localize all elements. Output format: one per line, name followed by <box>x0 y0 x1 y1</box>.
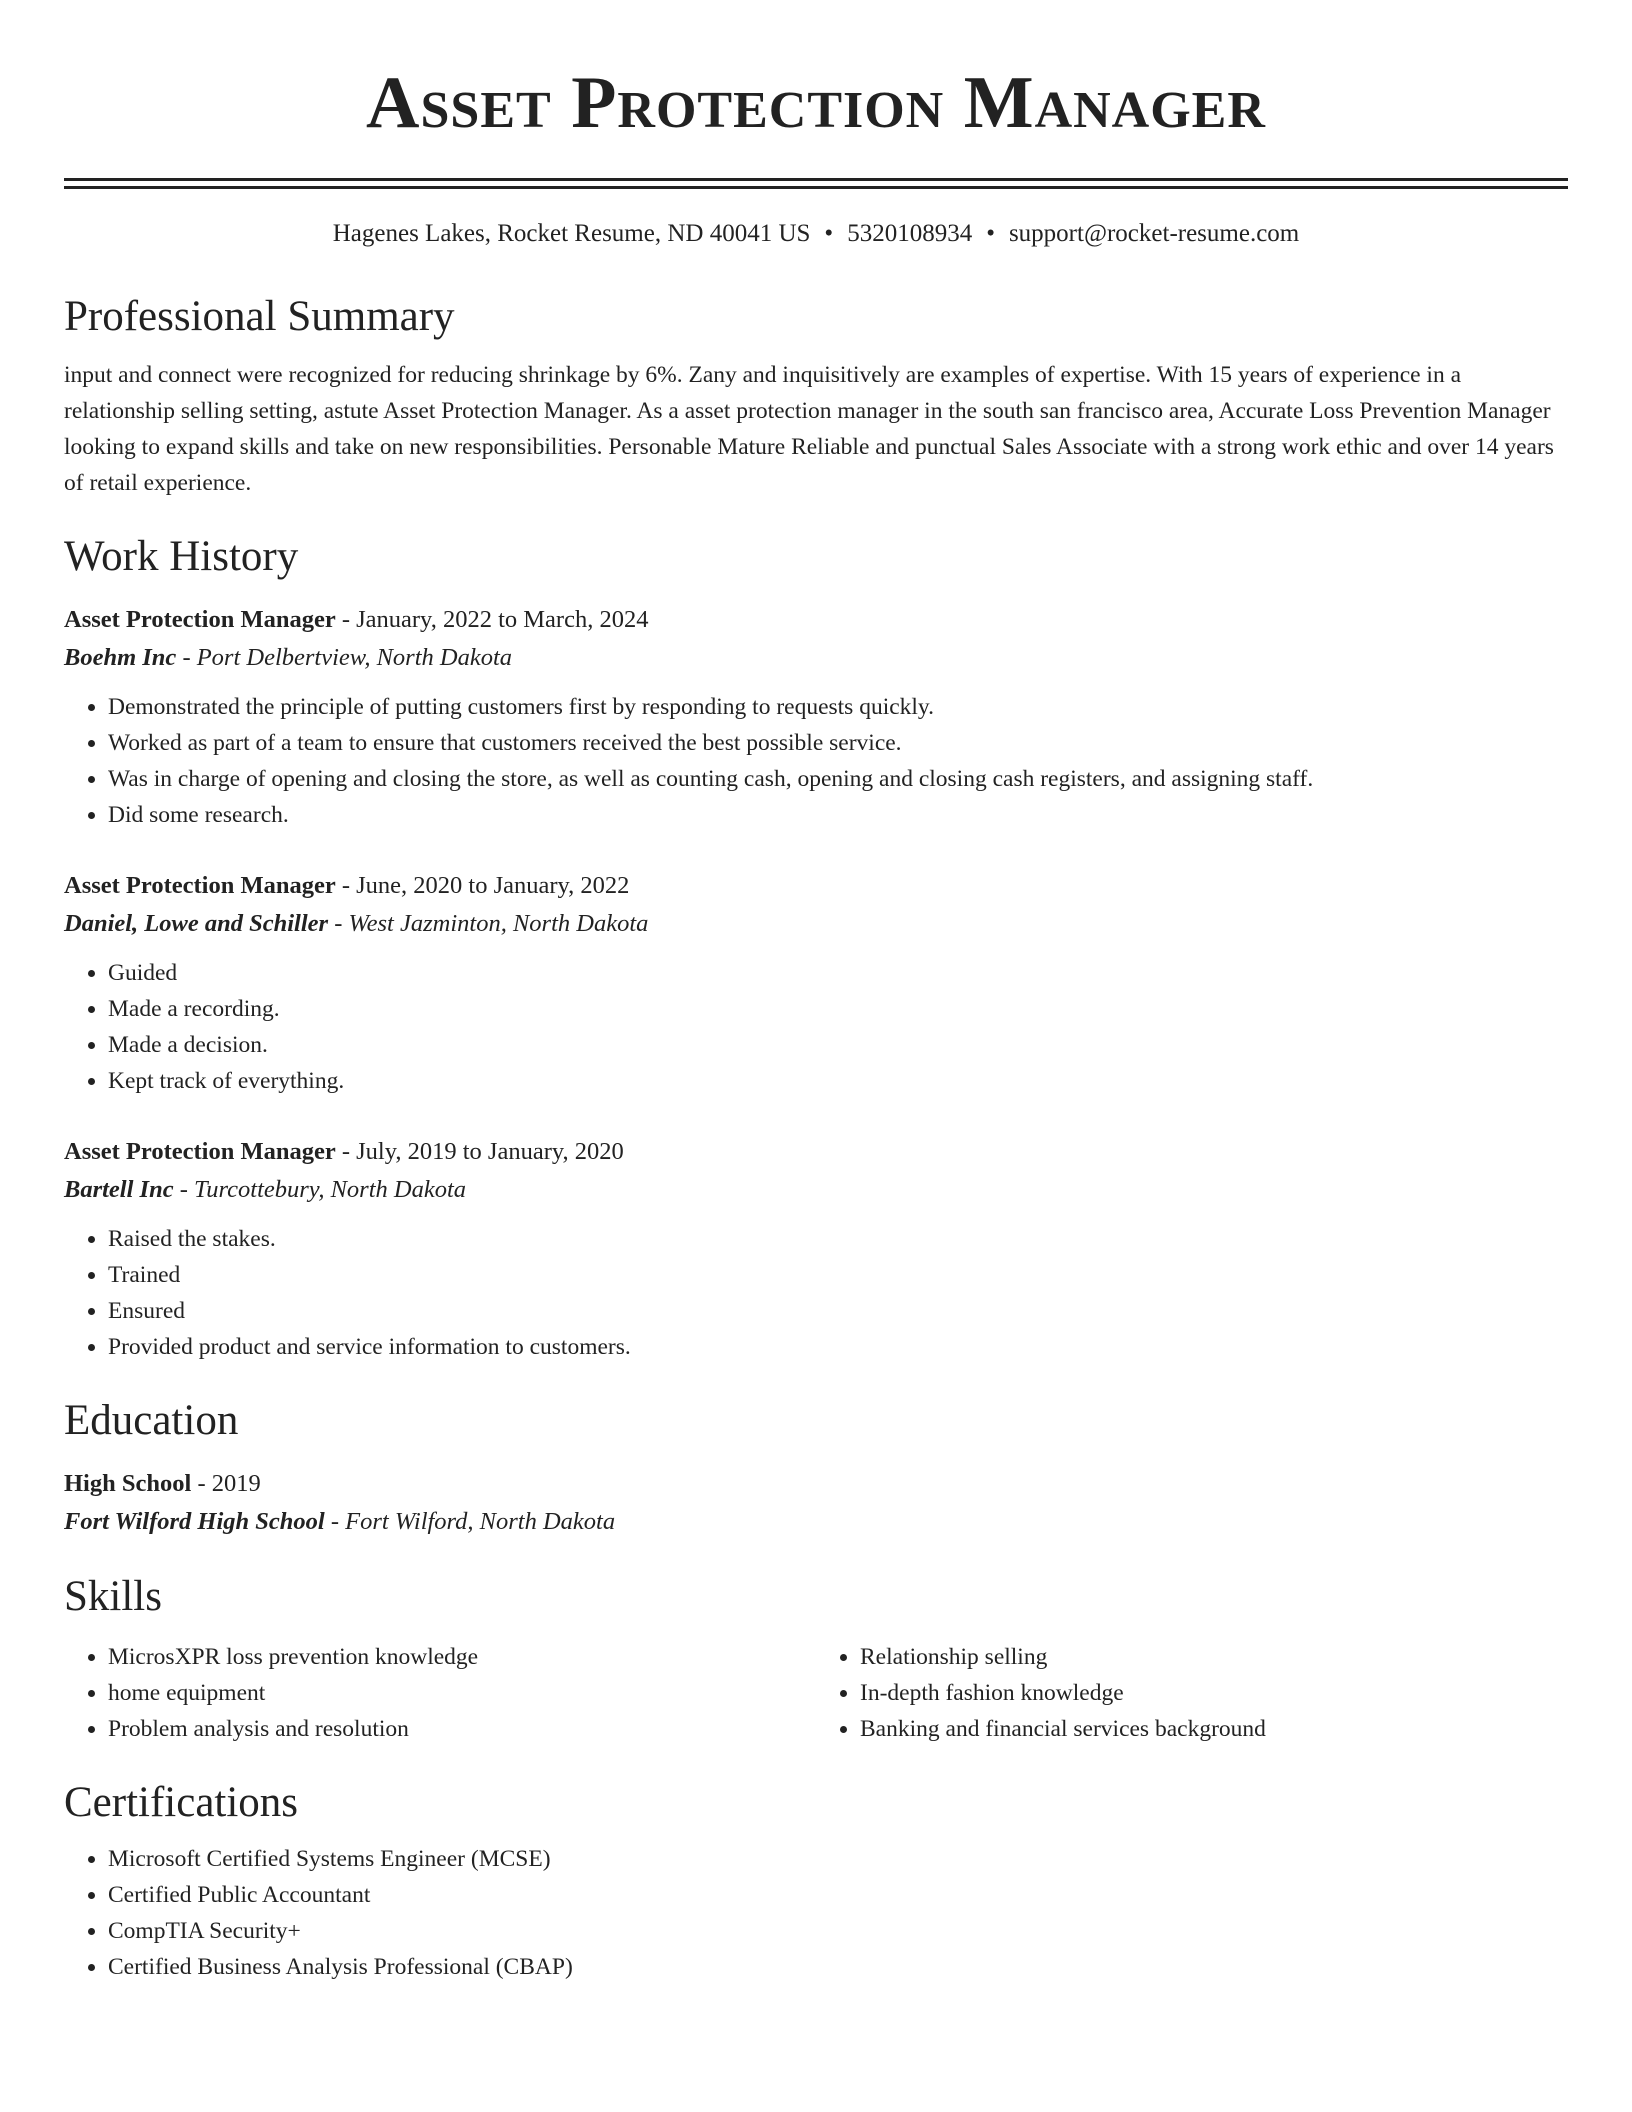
certification-item: • Microsoft Certified Systems Engineer (MCSE) <box>108 1841 1568 1877</box>
contact-line <box>64 219 1568 249</box>
job-title-line <box>64 601 1568 639</box>
employer-line <box>64 1171 1568 1209</box>
job-dates: - July, 2019 to January, 2020 <box>335 1138 624 1165</box>
employer-line <box>64 905 1568 943</box>
summary-heading: Professional Summary <box>64 293 455 340</box>
job-title-line <box>64 867 1568 905</box>
employer-location: - Turcottebury, North Dakota <box>173 1176 467 1203</box>
certifications-list <box>64 1841 1568 1985</box>
job-bullet: • Was in charge of opening and closing the store, as well as counting cash, opening and closing cash registers, and assigning staff. <box>108 761 1568 797</box>
resume-title: Asset Protection Manager <box>366 62 1266 144</box>
job-dates: - June, 2020 to January, 2022 <box>335 872 630 899</box>
job-bullets <box>64 689 1568 833</box>
contact-separator: • <box>824 220 834 247</box>
certification-item: • Certified Business Analysis Professional (CBAP) <box>108 1949 1568 1985</box>
contact-address: Hagenes Lakes, Rocket Resume, ND 40041 US <box>332 220 811 247</box>
skills-left-column <box>64 1639 816 1747</box>
skills-right-column <box>816 1639 1568 1747</box>
job-title-line <box>64 1133 1568 1171</box>
employer-line <box>64 639 1568 677</box>
job-title: Asset Protection Manager <box>64 872 336 899</box>
skills-columns <box>64 1639 1568 1747</box>
job-bullet: • Did some research. <box>108 797 1568 833</box>
job-bullets <box>64 955 1568 1099</box>
job-entry <box>64 867 1568 1099</box>
education-entry <box>64 1465 1568 1541</box>
contact-separator: • <box>986 220 995 247</box>
summary-text: input and connect were recognized for reducing shrinkage by 6%. Zany and inquisitively are examples of expertise. With 15 years of experience in a relationship selling setting, astute Asset Protection Manager. As a asset protection manager in the south san francisco area, Accurate Loss Prevention Manager looking to expand skills and take on new responsibilities. Personable Mature Reliable and punctual Sales Associate with a strong work ethic and over 14 years of retail experience. <box>64 362 1554 496</box>
job-dates: - January, 2022 to March, 2024 <box>335 606 649 633</box>
skill-item: • Problem analysis and resolution <box>108 1711 816 1747</box>
skill-item: • Banking and financial services background <box>860 1711 1568 1747</box>
job-entry <box>64 601 1568 833</box>
work-history-heading: Work History <box>64 533 299 580</box>
certification-item: • Certified Public Accountant <box>108 1877 1568 1913</box>
job-title: Asset Protection Manager <box>64 1138 336 1165</box>
job-bullet: • Made a recording. <box>108 991 1568 1027</box>
job-bullet: • Trained <box>108 1257 1568 1293</box>
job-bullets <box>64 1221 1568 1365</box>
job-bullet: • Worked as part of a team to ensure that customers received the best possible service. <box>108 725 1568 761</box>
job-bullet: • Provided product and service information to customers. <box>108 1329 1568 1365</box>
employer-location: - Port Delbertview, North Dakota <box>176 644 513 671</box>
employer-name: Bartell Inc <box>64 1176 174 1203</box>
skill-item: • MicrosXPR loss prevention knowledge <box>108 1639 816 1675</box>
school-line <box>64 1503 1568 1541</box>
employer-name: Boehm Inc <box>64 644 177 671</box>
education-heading: Education <box>64 1397 239 1444</box>
job-bullet: • Demonstrated the principle of putting customers first by responding to requests quickly. <box>108 689 1568 725</box>
degree-line <box>64 1465 1568 1503</box>
job-bullet: • Raised the stakes. <box>108 1221 1568 1257</box>
job-bullet: • Ensured <box>108 1293 1568 1329</box>
employer-location: - West Jazminton, North Dakota <box>328 910 649 937</box>
graduation-year: - 2019 <box>191 1470 261 1497</box>
contact-phone: 5320108934 <box>847 220 973 247</box>
school-location: - Fort Wilford, North Dakota <box>324 1508 616 1535</box>
skills-heading: Skills <box>64 1573 162 1620</box>
employer-name: Daniel, Lowe and Schiller <box>64 910 329 937</box>
job-bullet: • Guided <box>108 955 1568 991</box>
job-title: Asset Protection Manager <box>64 606 336 633</box>
job-bullet: • Made a decision. <box>108 1027 1568 1063</box>
degree: High School <box>64 1470 192 1497</box>
skill-item: • home equipment <box>108 1675 816 1711</box>
certifications-heading: Certifications <box>64 1779 299 1826</box>
job-bullet: • Kept track of everything. <box>108 1063 1568 1099</box>
skill-item: • Relationship selling <box>860 1639 1568 1675</box>
job-entry <box>64 1133 1568 1365</box>
certification-item: • CompTIA Security+ <box>108 1913 1568 1949</box>
skill-item: • In-depth fashion knowledge <box>860 1675 1568 1711</box>
school-name: Fort Wilford High School <box>64 1508 325 1535</box>
contact-email: support@rocket-resume.com <box>1008 220 1300 247</box>
title-double-rule <box>64 178 1568 189</box>
